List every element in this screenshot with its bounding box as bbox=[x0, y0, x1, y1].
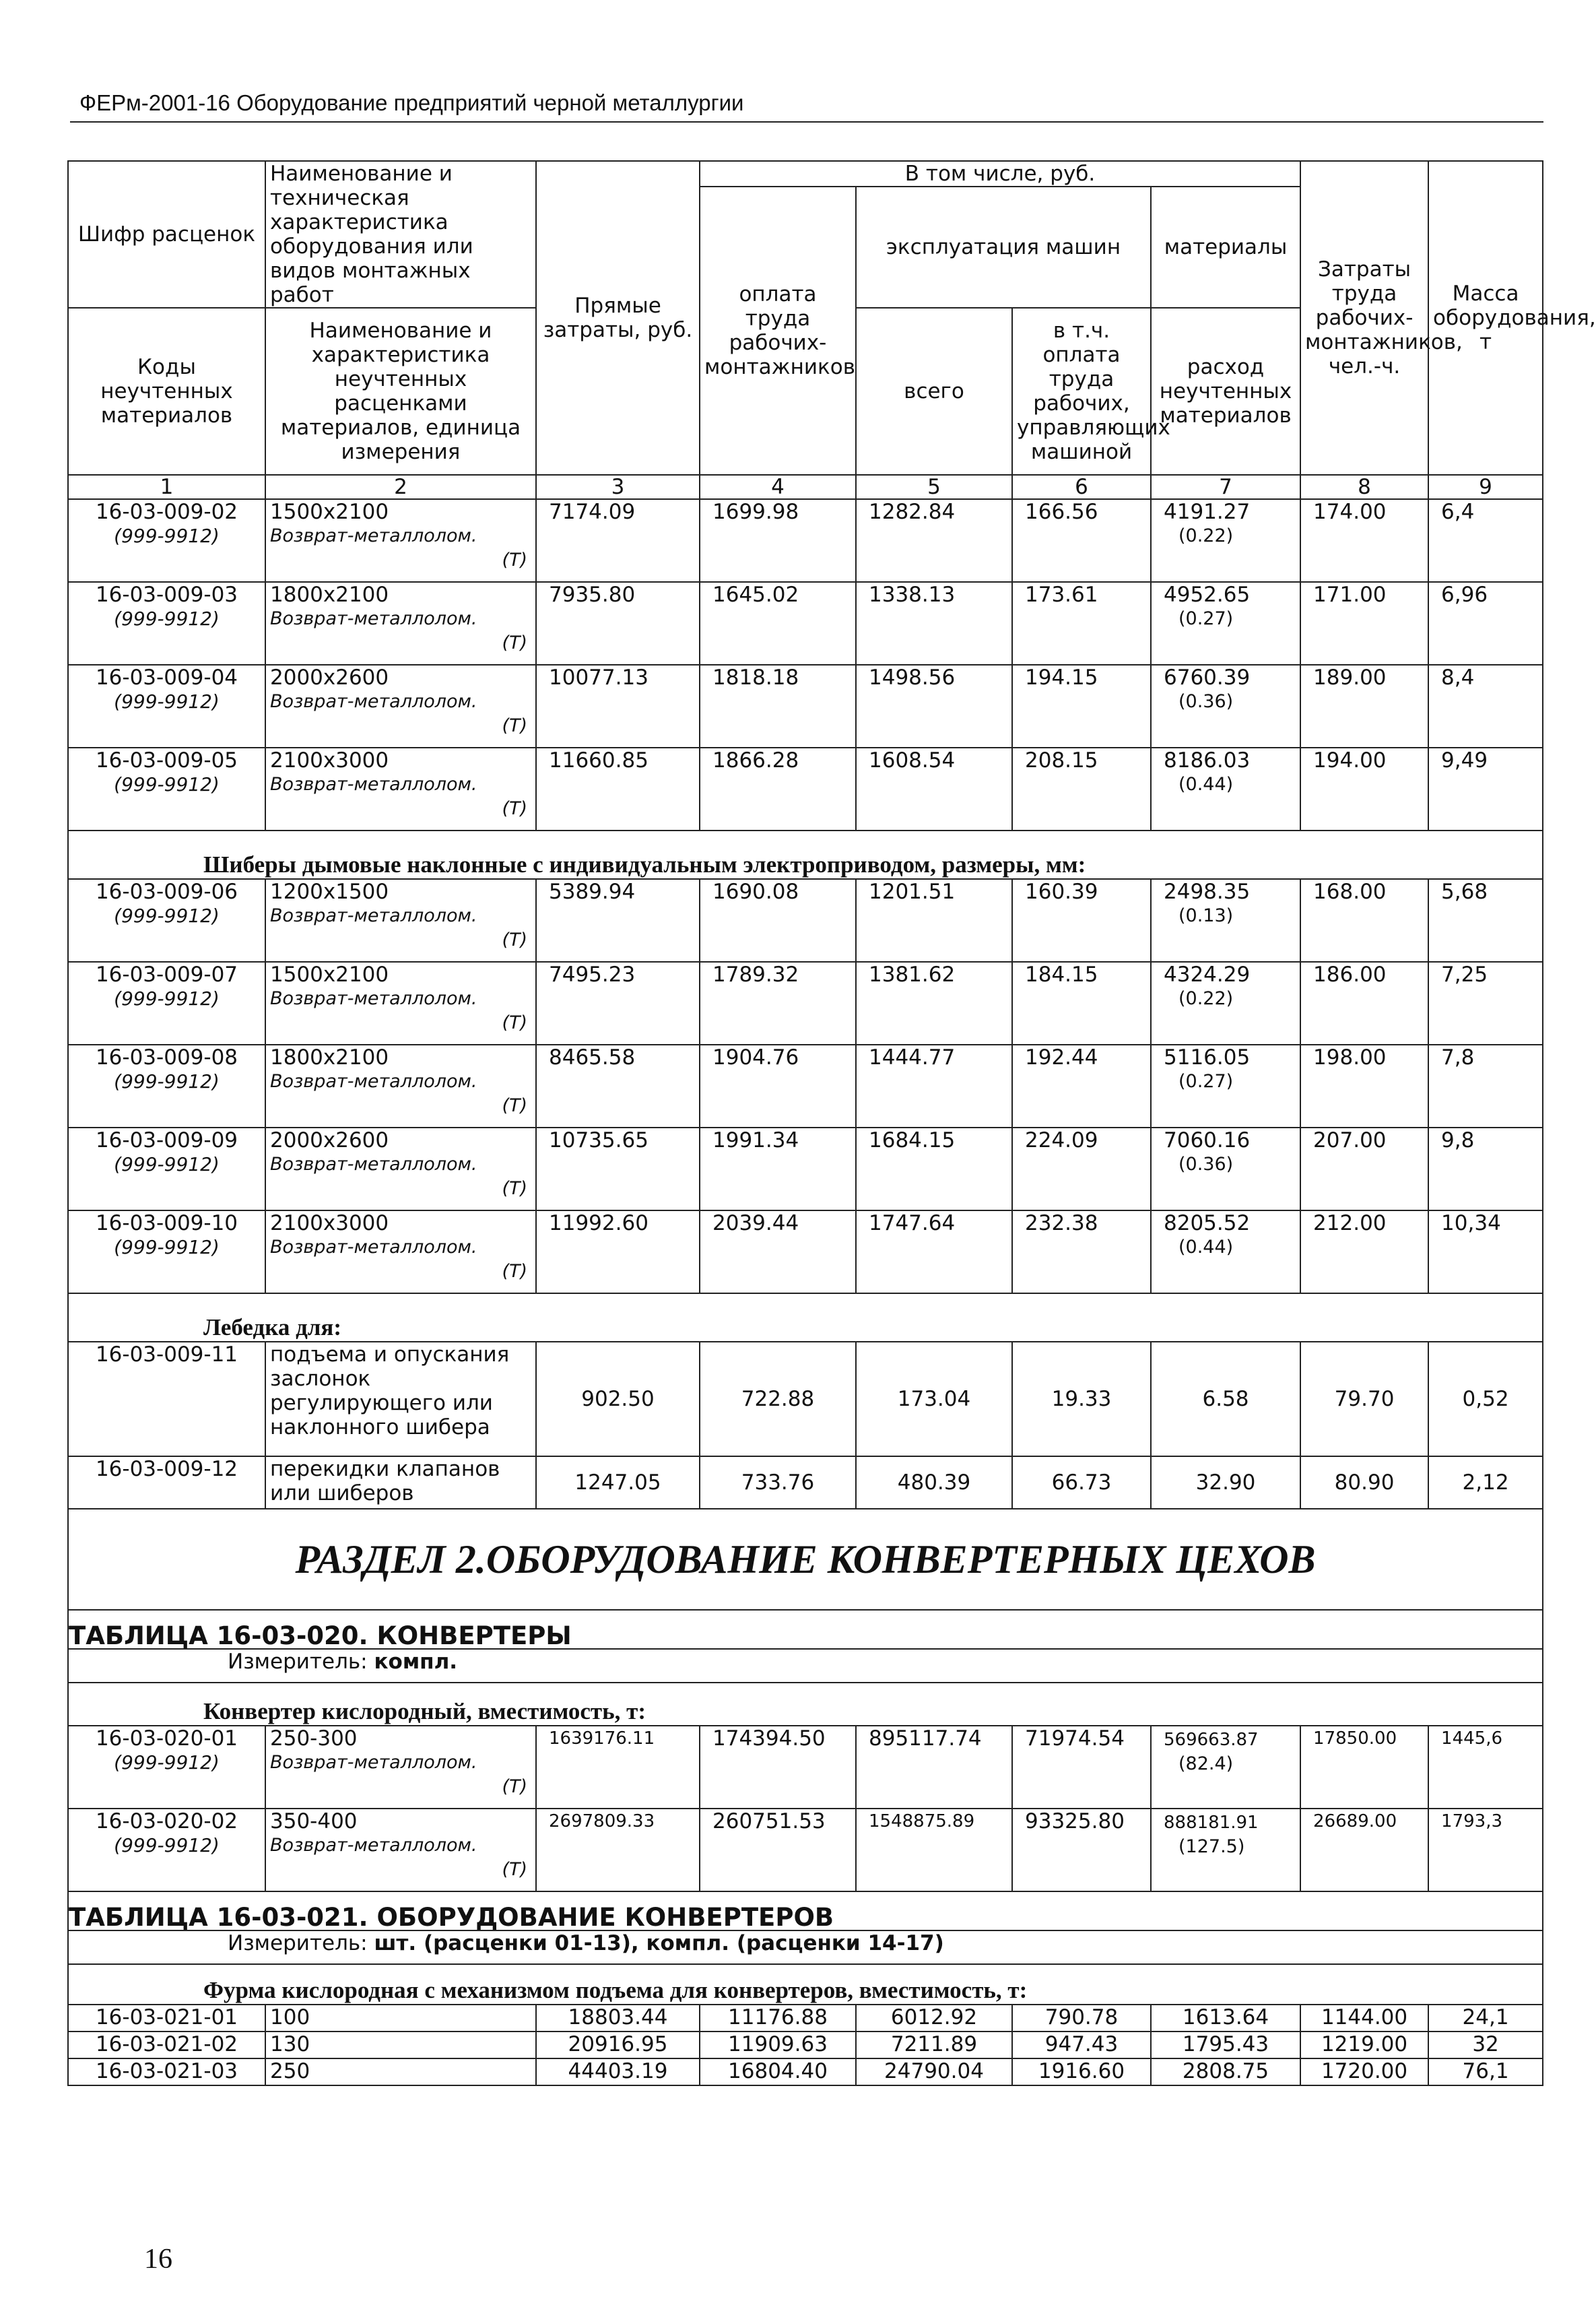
labor-costs: 186.00 bbox=[1300, 962, 1428, 1045]
rates-table-body bbox=[68, 161, 1596, 2085]
column-number: 7 bbox=[1151, 475, 1300, 499]
labor-costs: 168.00 bbox=[1300, 879, 1428, 962]
section-title-row bbox=[68, 1509, 1543, 1610]
wage-costs: 260751.53 bbox=[700, 1809, 856, 1891]
material-unit: (Т) bbox=[502, 1095, 527, 1116]
material-name: Возврат-металлолом. bbox=[270, 525, 477, 546]
rate-code: 16-03-021-03 bbox=[68, 2058, 265, 2085]
header-materials: материалы bbox=[1151, 187, 1300, 308]
header-rule bbox=[70, 121, 1543, 123]
header-mass: Масса оборудования, т bbox=[1428, 161, 1543, 475]
driver-wage: 173.61 bbox=[1012, 582, 1151, 665]
materials-cell bbox=[1151, 582, 1300, 665]
wage-costs: 1699.98 bbox=[700, 499, 856, 582]
direct-costs: 2697809.33 bbox=[536, 1809, 700, 1891]
column-number: 2 bbox=[265, 475, 536, 499]
material-name: Возврат-металлолом. bbox=[270, 774, 477, 795]
mass-value: 2,12 bbox=[1428, 1456, 1543, 1509]
direct-value: 20916.95 bbox=[536, 2032, 700, 2058]
item-size: 1200x1500 bbox=[270, 880, 389, 904]
labor-value: 1219.00 bbox=[1300, 2032, 1428, 2058]
code-cell bbox=[68, 1045, 265, 1128]
header-direct: Прямые затраты, руб. bbox=[536, 161, 700, 475]
material-quantity: (0.36) bbox=[1178, 1154, 1234, 1175]
code-cell bbox=[68, 962, 265, 1045]
material-name: Возврат-металлолом. bbox=[270, 988, 477, 1009]
unit-label: Измеритель: bbox=[228, 1650, 374, 1674]
material-unit: (Т) bbox=[502, 1261, 527, 1282]
item-size: 2100x3000 bbox=[270, 748, 389, 773]
equipment-mass: 7,25 bbox=[1428, 962, 1543, 1045]
material-code: (999-9912) bbox=[114, 1153, 220, 1175]
direct-value: 44403.19 bbox=[536, 2058, 700, 2085]
table-row bbox=[68, 2058, 1543, 2085]
materials-value: 2808.75 bbox=[1151, 2058, 1300, 2085]
material-unit: (Т) bbox=[502, 1776, 527, 1797]
code-cell bbox=[68, 1726, 265, 1809]
equipment-mass: 7,8 bbox=[1428, 1045, 1543, 1128]
material-unit: (Т) bbox=[502, 550, 527, 571]
materials-cell bbox=[1151, 1726, 1300, 1809]
machine-costs: 1684.15 bbox=[856, 1128, 1012, 1210]
mass-value: 32 bbox=[1428, 2032, 1543, 2058]
wage-costs: 1645.02 bbox=[700, 582, 856, 665]
table-title-row bbox=[68, 1610, 1543, 1649]
machine-costs: 895117.74 bbox=[856, 1726, 1012, 1809]
item-size: 250-300 bbox=[270, 1726, 358, 1751]
material-quantity: (0.22) bbox=[1178, 988, 1234, 1009]
rate-code: 16-03-009-06 bbox=[95, 880, 238, 904]
rate-code: 16-03-009-05 bbox=[95, 748, 238, 773]
column-number: 5 bbox=[856, 475, 1012, 499]
wage-costs: 1690.08 bbox=[700, 879, 856, 962]
group-heading: Фурма кислородная с механизмом подъема для конвертеров, вместимость, т: bbox=[68, 1964, 1543, 2005]
item-name: перекидки клапанов или шиберов bbox=[265, 1456, 536, 1509]
material-code: (999-9912) bbox=[114, 525, 220, 547]
header-incl: В том числе, руб. bbox=[700, 161, 1300, 187]
driver-wage: 93325.80 bbox=[1012, 1809, 1151, 1891]
group-heading: Лебедка для: bbox=[68, 1293, 1543, 1342]
item-name: подъема и опускания заслонок регулирующего или наклонного шибера bbox=[265, 1342, 536, 1456]
table-row bbox=[68, 1456, 1543, 1509]
materials-cost: 4324.29 bbox=[1164, 963, 1251, 987]
materials-cell bbox=[1151, 962, 1300, 1045]
table-unit-row bbox=[68, 1930, 1543, 1964]
table-unit bbox=[68, 1930, 1543, 1964]
labor-costs: 26689.00 bbox=[1300, 1809, 1428, 1891]
table-unit-row bbox=[68, 1649, 1543, 1683]
labor-costs: 212.00 bbox=[1300, 1210, 1428, 1293]
header-driver: в т.ч. оплата труда рабочих, управляющих машиной bbox=[1012, 308, 1151, 475]
materials-cell bbox=[1151, 499, 1300, 582]
direct-costs: 7174.09 bbox=[536, 499, 700, 582]
machine-costs: 1444.77 bbox=[856, 1045, 1012, 1128]
material-code: (999-9912) bbox=[114, 690, 220, 713]
machine-costs: 1498.56 bbox=[856, 665, 1012, 748]
direct-costs: 11992.60 bbox=[536, 1210, 700, 1293]
item-size: 1500x2100 bbox=[270, 500, 389, 524]
wage-value: 11909.63 bbox=[700, 2032, 856, 2058]
machine-costs: 1381.62 bbox=[856, 962, 1012, 1045]
machine-costs: 1338.13 bbox=[856, 582, 1012, 665]
material-unit: (Т) bbox=[502, 715, 527, 736]
mass-value: 76,1 bbox=[1428, 2058, 1543, 2085]
labor-value: 1720.00 bbox=[1300, 2058, 1428, 2085]
name-cell bbox=[265, 1045, 536, 1128]
material-quantity: (0.22) bbox=[1178, 525, 1234, 546]
driver-value: 947.43 bbox=[1012, 2032, 1151, 2058]
labor-costs: 171.00 bbox=[1300, 582, 1428, 665]
equipment-mass: 8,4 bbox=[1428, 665, 1543, 748]
material-unit: (Т) bbox=[502, 1178, 527, 1199]
item-size: 250 bbox=[265, 2058, 536, 2085]
materials-cell bbox=[1151, 1809, 1300, 1891]
group-heading: Шиберы дымовые наклонные с индивидуальным электроприводом, размеры, мм: bbox=[68, 831, 1543, 879]
direct-costs: 10735.65 bbox=[536, 1128, 700, 1210]
mass-value: 0,52 bbox=[1428, 1342, 1543, 1456]
header-mat-unaccounted: расход неучтенных материалов bbox=[1151, 308, 1300, 475]
item-size: 2000x2600 bbox=[270, 1128, 389, 1152]
material-code: (999-9912) bbox=[114, 1236, 220, 1258]
materials-cell bbox=[1151, 1045, 1300, 1128]
item-size: 1500x2100 bbox=[270, 963, 389, 987]
material-unit: (Т) bbox=[502, 1012, 527, 1033]
rate-code: 16-03-020-01 bbox=[95, 1726, 238, 1751]
column-number: 4 bbox=[700, 475, 856, 499]
header-mat-name: Наименование и характеристика неучтенных расценками материалов, единица измерения bbox=[265, 308, 536, 475]
driver-wage: 194.15 bbox=[1012, 665, 1151, 748]
rate-code: 16-03-009-04 bbox=[95, 665, 238, 690]
materials-cost: 5116.05 bbox=[1164, 1045, 1251, 1070]
direct-value: 1247.05 bbox=[536, 1456, 700, 1509]
material-quantity: (0.13) bbox=[1178, 905, 1234, 926]
materials-value: 6.58 bbox=[1151, 1342, 1300, 1456]
unit-value: шт. (расценки 01-13), компл. (расценки 14-17) bbox=[374, 1931, 944, 1955]
unit-label: Измеритель: bbox=[228, 1931, 374, 1955]
materials-cell bbox=[1151, 665, 1300, 748]
wage-costs: 2039.44 bbox=[700, 1210, 856, 1293]
name-cell bbox=[265, 879, 536, 962]
direct-costs: 1639176.11 bbox=[536, 1726, 700, 1809]
materials-cost: 888181.91 bbox=[1164, 1813, 1259, 1833]
page-number: 16 bbox=[144, 2244, 172, 2275]
wage-value: 16804.40 bbox=[700, 2058, 856, 2085]
labor-value: 80.90 bbox=[1300, 1456, 1428, 1509]
labor-value: 1144.00 bbox=[1300, 2005, 1428, 2032]
table-row bbox=[68, 1726, 1543, 1809]
driver-wage: 71974.54 bbox=[1012, 1726, 1151, 1809]
labor-costs: 198.00 bbox=[1300, 1045, 1428, 1128]
name-cell bbox=[265, 665, 536, 748]
table-row bbox=[68, 1210, 1543, 1293]
material-code: (999-9912) bbox=[114, 1070, 220, 1093]
machine-costs: 1747.64 bbox=[856, 1210, 1012, 1293]
labor-costs: 17850.00 bbox=[1300, 1726, 1428, 1809]
equipment-mass: 6,4 bbox=[1428, 499, 1543, 582]
material-quantity: (0.36) bbox=[1178, 691, 1234, 712]
item-size: 1800x2100 bbox=[270, 1045, 389, 1070]
item-size: 100 bbox=[265, 2005, 536, 2032]
driver-value: 66.73 bbox=[1012, 1456, 1151, 1509]
wage-costs: 1904.76 bbox=[700, 1045, 856, 1128]
driver-wage: 192.44 bbox=[1012, 1045, 1151, 1128]
material-quantity: (0.44) bbox=[1178, 774, 1234, 795]
table-unit bbox=[68, 1649, 1543, 1683]
machine-costs: 1548875.89 bbox=[856, 1809, 1012, 1891]
rate-code: 16-03-021-02 bbox=[68, 2032, 265, 2058]
direct-costs: 5389.94 bbox=[536, 879, 700, 962]
code-cell bbox=[68, 748, 265, 831]
driver-wage: 232.38 bbox=[1012, 1210, 1151, 1293]
table-row bbox=[68, 962, 1543, 1045]
material-name: Возврат-металлолом. bbox=[270, 1154, 477, 1175]
group-heading: Конвертер кислородный, вместимость, т: bbox=[68, 1683, 1543, 1726]
table-row bbox=[68, 748, 1543, 831]
materials-cost: 4191.27 bbox=[1164, 500, 1251, 524]
driver-value: 19.33 bbox=[1012, 1342, 1151, 1456]
group-heading-row bbox=[68, 831, 1543, 879]
labor-costs: 207.00 bbox=[1300, 1128, 1428, 1210]
column-number-row bbox=[68, 475, 1543, 499]
direct-costs: 10077.13 bbox=[536, 665, 700, 748]
header-machines: эксплуатация машин bbox=[856, 187, 1151, 308]
code-cell bbox=[68, 1128, 265, 1210]
table-row bbox=[68, 1342, 1543, 1456]
equipment-mass: 1445,6 bbox=[1428, 1726, 1543, 1809]
direct-costs: 11660.85 bbox=[536, 748, 700, 831]
header-total: всего bbox=[856, 308, 1012, 475]
labor-costs: 189.00 bbox=[1300, 665, 1428, 748]
item-size: 1800x2100 bbox=[270, 583, 389, 607]
materials-value: 32.90 bbox=[1151, 1456, 1300, 1509]
table-row bbox=[68, 2032, 1543, 2058]
header-wage: оплата труда рабочих-монтажников bbox=[700, 187, 856, 475]
driver-value: 1916.60 bbox=[1012, 2058, 1151, 2085]
direct-value: 18803.44 bbox=[536, 2005, 700, 2032]
material-code: (999-9912) bbox=[114, 1834, 220, 1856]
labor-value: 79.70 bbox=[1300, 1342, 1428, 1456]
rate-code: 16-03-009-12 bbox=[68, 1456, 265, 1509]
wage-value: 722.88 bbox=[700, 1342, 856, 1456]
name-cell bbox=[265, 1809, 536, 1891]
column-number: 6 bbox=[1012, 475, 1151, 499]
materials-cell bbox=[1151, 748, 1300, 831]
equipment-mass: 5,68 bbox=[1428, 879, 1543, 962]
code-cell bbox=[68, 1809, 265, 1891]
materials-cost: 7060.16 bbox=[1164, 1128, 1251, 1152]
group-heading-row bbox=[68, 1964, 1543, 2005]
materials-cell bbox=[1151, 879, 1300, 962]
material-code: (999-9912) bbox=[114, 773, 220, 795]
machine-costs: 1608.54 bbox=[856, 748, 1012, 831]
mach-value: 6012.92 bbox=[856, 2005, 1012, 2032]
item-size: 2000x2600 bbox=[270, 665, 389, 690]
material-name: Возврат-металлолом. bbox=[270, 1835, 477, 1856]
wage-costs: 1866.28 bbox=[700, 748, 856, 831]
header-name: Наименование и техническая характеристика оборудования или видов монтажных работ bbox=[265, 161, 536, 308]
header-labor: Затраты труда рабочих-монтажников, чел.-ч. bbox=[1300, 161, 1428, 475]
material-code: (999-9912) bbox=[114, 608, 220, 630]
rate-code: 16-03-009-10 bbox=[95, 1211, 238, 1235]
labor-costs: 194.00 bbox=[1300, 748, 1428, 831]
materials-cost: 4952.65 bbox=[1164, 583, 1251, 607]
materials-value: 1795.43 bbox=[1151, 2032, 1300, 2058]
rate-code: 16-03-009-02 bbox=[95, 500, 238, 524]
table-row bbox=[68, 665, 1543, 748]
material-name: Возврат-металлолом. bbox=[270, 1071, 477, 1092]
column-number: 8 bbox=[1300, 475, 1428, 499]
name-cell bbox=[265, 582, 536, 665]
rate-code: 16-03-021-01 bbox=[68, 2005, 265, 2032]
section-title: РАЗДЕЛ 2.ОБОРУДОВАНИЕ КОНВЕРТЕРНЫХ ЦЕХОВ bbox=[68, 1509, 1543, 1610]
material-quantity: (0.27) bbox=[1178, 608, 1234, 629]
materials-cell bbox=[1151, 1210, 1300, 1293]
wage-value: 11176.88 bbox=[700, 2005, 856, 2032]
rates-sheet bbox=[67, 160, 1596, 2086]
materials-cost: 6760.39 bbox=[1164, 665, 1251, 690]
table-row bbox=[68, 879, 1543, 962]
materials-cost: 569663.87 bbox=[1164, 1730, 1259, 1750]
table-row bbox=[68, 499, 1543, 582]
direct-value: 902.50 bbox=[536, 1342, 700, 1456]
material-code: (999-9912) bbox=[114, 987, 220, 1010]
materials-cost: 2498.35 bbox=[1164, 880, 1251, 904]
mach-value: 480.39 bbox=[856, 1456, 1012, 1509]
code-cell bbox=[68, 499, 265, 582]
direct-costs: 7495.23 bbox=[536, 962, 700, 1045]
driver-wage: 208.15 bbox=[1012, 748, 1151, 831]
labor-costs: 174.00 bbox=[1300, 499, 1428, 582]
mass-value: 24,1 bbox=[1428, 2005, 1543, 2032]
rates-table bbox=[67, 160, 1596, 2086]
equipment-mass: 9,49 bbox=[1428, 748, 1543, 831]
item-size: 2100x3000 bbox=[270, 1211, 389, 1235]
column-number: 1 bbox=[68, 475, 265, 499]
unit-value: компл. bbox=[374, 1650, 458, 1674]
rate-code: 16-03-009-07 bbox=[95, 963, 238, 987]
material-unit: (Т) bbox=[502, 798, 527, 819]
driver-wage: 166.56 bbox=[1012, 499, 1151, 582]
equipment-mass: 1793,3 bbox=[1428, 1809, 1543, 1891]
material-quantity: (0.44) bbox=[1178, 1237, 1234, 1258]
table-row bbox=[68, 2005, 1543, 2032]
header-code: Шифр расценок bbox=[68, 161, 265, 308]
running-header: ФЕРм-2001-16 Оборудование предприятий черной металлургии bbox=[79, 90, 744, 115]
code-cell bbox=[68, 1210, 265, 1293]
rate-code: 16-03-009-11 bbox=[68, 1342, 265, 1456]
wage-costs: 1789.32 bbox=[700, 962, 856, 1045]
column-number: 9 bbox=[1428, 475, 1543, 499]
rate-code: 16-03-009-03 bbox=[95, 583, 238, 607]
table-row bbox=[68, 1045, 1543, 1128]
equipment-mass: 10,34 bbox=[1428, 1210, 1543, 1293]
material-unit: (Т) bbox=[502, 930, 527, 950]
name-cell bbox=[265, 499, 536, 582]
materials-value: 1613.64 bbox=[1151, 2005, 1300, 2032]
rate-code: 16-03-009-09 bbox=[95, 1128, 238, 1152]
machine-costs: 1201.51 bbox=[856, 879, 1012, 962]
machine-costs: 1282.84 bbox=[856, 499, 1012, 582]
material-quantity: (0.27) bbox=[1178, 1071, 1234, 1092]
material-quantity: (82.4) bbox=[1178, 1753, 1234, 1774]
column-number: 3 bbox=[536, 475, 700, 499]
material-quantity: (127.5) bbox=[1178, 1836, 1245, 1857]
name-cell bbox=[265, 748, 536, 831]
group-heading-row bbox=[68, 1683, 1543, 1726]
wage-costs: 174394.50 bbox=[700, 1726, 856, 1809]
direct-costs: 8465.58 bbox=[536, 1045, 700, 1128]
table-row bbox=[68, 1128, 1543, 1210]
group-heading-row bbox=[68, 1293, 1543, 1342]
mach-value: 24790.04 bbox=[856, 2058, 1012, 2085]
code-cell bbox=[68, 582, 265, 665]
rate-code: 16-03-009-08 bbox=[95, 1045, 238, 1070]
item-size: 350-400 bbox=[270, 1809, 358, 1833]
name-cell bbox=[265, 1726, 536, 1809]
table-title-row bbox=[68, 1891, 1543, 1930]
table-row bbox=[68, 1809, 1543, 1891]
driver-wage: 184.15 bbox=[1012, 962, 1151, 1045]
wage-costs: 1991.34 bbox=[700, 1128, 856, 1210]
equipment-mass: 6,96 bbox=[1428, 582, 1543, 665]
driver-wage: 224.09 bbox=[1012, 1128, 1151, 1210]
code-cell bbox=[68, 665, 265, 748]
header-mat-code: Коды неучтенных материалов bbox=[68, 308, 265, 475]
table-row bbox=[68, 582, 1543, 665]
material-code: (999-9912) bbox=[114, 905, 220, 927]
material-name: Возврат-металлолом. bbox=[270, 691, 477, 712]
material-name: Возврат-металлолом. bbox=[270, 608, 477, 629]
name-cell bbox=[265, 1210, 536, 1293]
materials-cell bbox=[1151, 1128, 1300, 1210]
materials-cost: 8205.52 bbox=[1164, 1211, 1251, 1235]
rate-code: 16-03-020-02 bbox=[95, 1809, 238, 1833]
mach-value: 7211.89 bbox=[856, 2032, 1012, 2058]
materials-cost: 8186.03 bbox=[1164, 748, 1251, 773]
name-cell bbox=[265, 1128, 536, 1210]
direct-costs: 7935.80 bbox=[536, 582, 700, 665]
material-name: Возврат-металлолом. bbox=[270, 1752, 477, 1773]
table-title: ТАБЛИЦА 16-03-021. ОБОРУДОВАНИЕ КОНВЕРТЕРОВ bbox=[68, 1891, 1543, 1930]
material-name: Возврат-металлолом. bbox=[270, 905, 477, 926]
material-unit: (Т) bbox=[502, 1859, 527, 1880]
item-size: 130 bbox=[265, 2032, 536, 2058]
wage-costs: 1818.18 bbox=[700, 665, 856, 748]
mach-value: 173.04 bbox=[856, 1342, 1012, 1456]
name-cell bbox=[265, 962, 536, 1045]
driver-wage: 160.39 bbox=[1012, 879, 1151, 962]
wage-value: 733.76 bbox=[700, 1456, 856, 1509]
code-cell bbox=[68, 879, 265, 962]
equipment-mass: 9,8 bbox=[1428, 1128, 1543, 1210]
material-unit: (Т) bbox=[502, 632, 527, 653]
material-code: (999-9912) bbox=[114, 1751, 220, 1774]
driver-value: 790.78 bbox=[1012, 2005, 1151, 2032]
table-title: ТАБЛИЦА 16-03-020. КОНВЕРТЕРЫ bbox=[68, 1610, 1543, 1649]
material-name: Возврат-металлолом. bbox=[270, 1237, 477, 1258]
